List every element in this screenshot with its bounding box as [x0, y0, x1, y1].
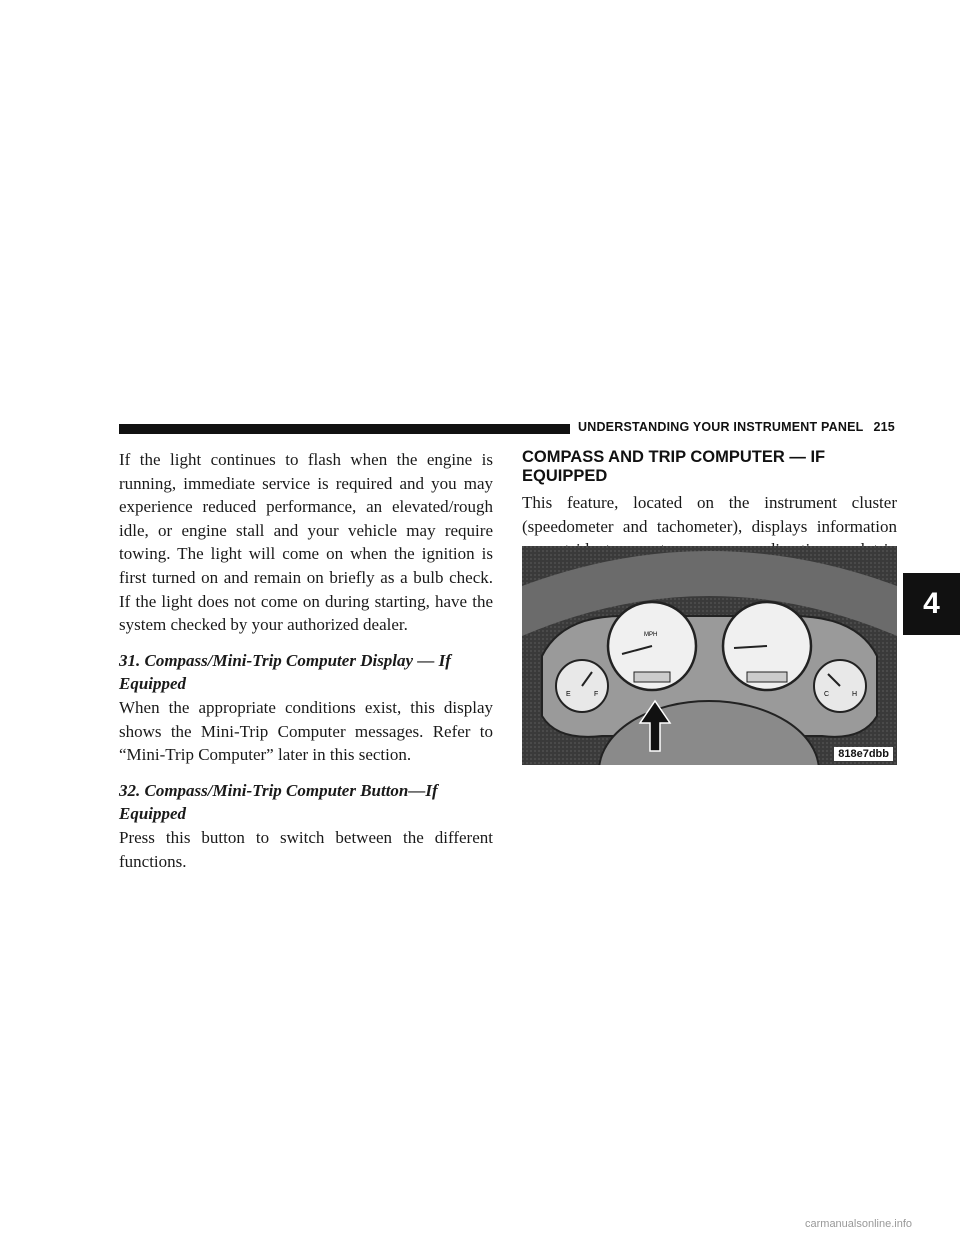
fuel-empty-mark: E	[566, 691, 571, 698]
chapter-tab: 4	[903, 573, 960, 635]
fuel-full-mark: F	[594, 691, 599, 698]
item-31-text: When the appropriate conditions exist, this display shows the Mini-Trip Computer messages. Refer to “Mini-Trip Computer” later in this section.	[119, 697, 493, 765]
running-header	[578, 420, 895, 434]
figure-label: 818e7dbb	[834, 747, 893, 761]
header-rule	[119, 424, 570, 434]
header-title: UNDERSTANDING YOUR INSTRUMENT PANEL	[578, 420, 864, 434]
section-paragraph: This feature, located on the instrument cluster (speedometer and tachometer), displays information	[522, 493, 897, 536]
instrument-cluster-figure	[522, 546, 897, 765]
instrument-cluster-illustration	[522, 546, 897, 765]
paragraph-flash-light: If the light continues to flash when the engine is running, immediate service is required and you may experience reduced performance, an elevated/rough idle, or engine stall and your vehicle may require towing. The light will come on when the ignition is first turned on and remain on briefly as a bulb check. If the light does not come on during starting, have the system checked by your authorized dealer.	[119, 450, 493, 635]
item-32-title: 32. Compass/Mini-Trip Computer Button—If Equipped	[119, 780, 438, 824]
temp-hot-mark: H	[852, 691, 858, 698]
page-number: 215	[873, 420, 895, 434]
section-title: COMPASS AND TRIP COMPUTER — IF EQUIPPED	[522, 448, 826, 485]
watermark: carmanualsonline.info	[805, 1218, 913, 1230]
item-31-title: 31. Compass/Mini-Trip Computer Display — If Equipped	[119, 650, 451, 694]
temp-cold-mark: C	[824, 691, 830, 698]
item-32-text: Press this button to switch between the different functions.	[119, 827, 493, 871]
left-column	[119, 448, 493, 873]
speedometer-unit: MPH	[644, 632, 658, 638]
